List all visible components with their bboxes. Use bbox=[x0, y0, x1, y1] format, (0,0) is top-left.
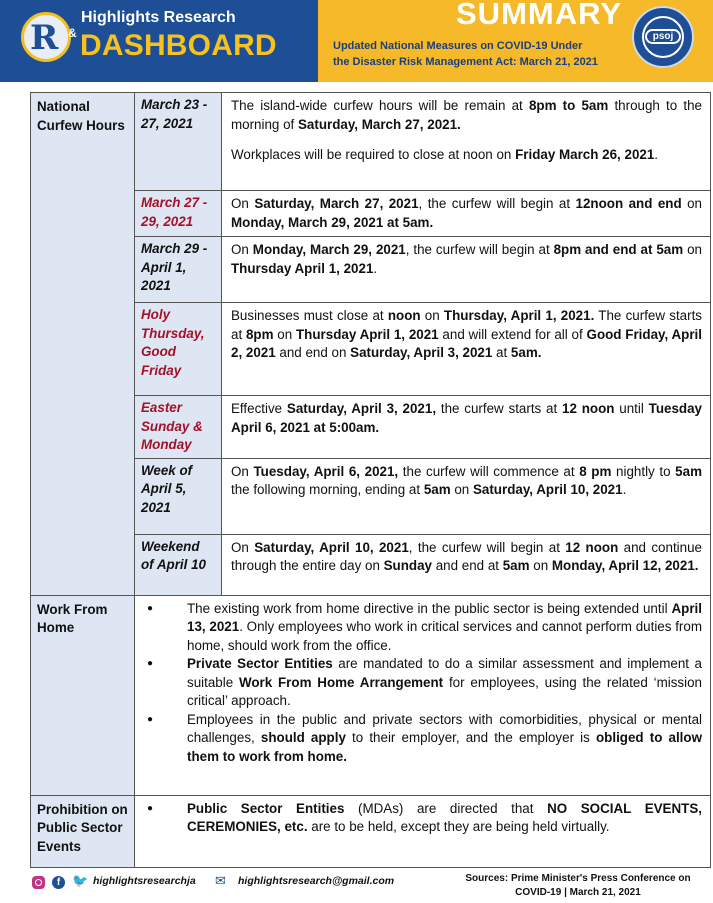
text-run: Workplaces will be required to close at noon on bbox=[231, 147, 516, 162]
text-run: the curfew will commence at bbox=[398, 463, 580, 479]
bold-text: Thursday April 1, 2021 bbox=[231, 260, 374, 276]
curfew-date: Week of April 5, 2021 bbox=[135, 458, 222, 534]
curfew-description bbox=[222, 93, 711, 191]
text-run: are mandated to do a similar assessment and implement a suitable bbox=[187, 656, 702, 690]
category-national-curfew: National Curfew Hours bbox=[31, 93, 135, 596]
bold-text: Good Friday, April 2, 2021 bbox=[231, 326, 702, 360]
curfew-paragraph bbox=[231, 146, 702, 165]
curfew-paragraph bbox=[231, 97, 702, 134]
ampersand: & bbox=[68, 26, 77, 40]
text-run: . bbox=[373, 260, 378, 276]
work-from-home-list bbox=[145, 600, 702, 767]
curfew-paragraph bbox=[231, 241, 702, 278]
text-run: on bbox=[529, 558, 552, 573]
prohibition-public-events-row bbox=[31, 795, 711, 867]
curfew-date: Weekend of April 10 bbox=[135, 534, 222, 595]
dashboard-header bbox=[0, 0, 713, 82]
bold-text: Tuesday April 6, 2021 at 5:00am. bbox=[231, 401, 702, 435]
text-run: The curfew starts at bbox=[231, 308, 702, 342]
bold-text: should apply bbox=[260, 730, 346, 745]
mail-icon: ✉ bbox=[215, 873, 226, 888]
text-run: On bbox=[231, 196, 255, 211]
bold-text: 8pm and end at 5am bbox=[553, 242, 684, 257]
text-run: and end on bbox=[275, 345, 351, 360]
text-run: to their employer, and the employer is bbox=[345, 730, 596, 745]
measures-sheet bbox=[10, 88, 703, 868]
bold-text: Saturday, April 3, 2021 bbox=[350, 345, 493, 360]
psoj-seal bbox=[632, 6, 694, 68]
bold-text: Saturday, March 27, 2021 bbox=[254, 196, 419, 211]
text-run: are to be held, except they are being held virtually. bbox=[307, 819, 610, 834]
bold-text: Sunday bbox=[383, 558, 432, 573]
bold-text: Saturday, April 10, 2021 bbox=[472, 482, 623, 497]
curfew-description bbox=[222, 396, 711, 459]
text-run: The island-wide curfew hours will be remain at bbox=[231, 98, 529, 113]
text-run: on bbox=[681, 196, 702, 211]
prohibition-public-events-content bbox=[135, 795, 711, 867]
bold-text: Monday, March 29, 2021 bbox=[252, 242, 406, 257]
bold-text: 5am bbox=[675, 463, 702, 479]
bold-text: Work From Home Arrangement bbox=[238, 674, 444, 690]
text-run: and continue through the entire day on bbox=[231, 539, 702, 573]
header-right-panel bbox=[318, 0, 713, 82]
text-run: on bbox=[273, 326, 296, 342]
text-run: Effective bbox=[231, 401, 287, 416]
bold-text: Monday, March 29, 2021 at 5am. bbox=[231, 214, 434, 230]
summary-title: SUMMARY bbox=[456, 0, 623, 31]
list-item bbox=[145, 600, 702, 656]
text-run: and end at bbox=[432, 558, 503, 573]
curfew-date: March 27 - 29, 2021 bbox=[135, 191, 222, 237]
text-run: at bbox=[492, 345, 511, 360]
curfew-description bbox=[222, 237, 711, 303]
text-run: The existing work from home directive in the public sector is being extended until bbox=[187, 600, 672, 616]
category-work-from-home: Work From Home bbox=[31, 595, 135, 795]
bold-text: 12noon and end bbox=[575, 196, 682, 211]
bold-text: NO SOCIAL EVENTS, CEREMONIES, etc. bbox=[187, 800, 702, 834]
curfew-date: March 23 - 27, 2021 bbox=[135, 93, 222, 191]
bold-text: 5am bbox=[423, 482, 451, 497]
header-left-panel bbox=[0, 0, 318, 82]
text-run: , the curfew will begin at bbox=[418, 196, 576, 211]
text-run: nightly to bbox=[611, 463, 676, 479]
text-run: through to the morning of bbox=[231, 98, 702, 132]
curfew-date: Easter Sunday & Monday bbox=[135, 396, 222, 459]
curfew-paragraph bbox=[231, 195, 702, 232]
social-handle[interactable]: highlightsresearchja bbox=[93, 875, 196, 887]
text-run: and will extend for all of bbox=[438, 326, 587, 342]
sources-line-1: Sources: Prime Minister's Press Conference on bbox=[465, 873, 691, 884]
curfew-paragraph bbox=[231, 463, 702, 500]
email-address[interactable]: highlightsresearch@gmail.com bbox=[238, 875, 395, 887]
bold-text: obliged to allow them to work from home. bbox=[187, 730, 702, 764]
text-run: (MDAs) are directed that bbox=[344, 800, 548, 816]
text-run: On bbox=[231, 242, 253, 257]
work-from-home-row bbox=[31, 595, 711, 795]
text-run: on bbox=[420, 308, 444, 323]
subtitle-line-2: the Disaster Risk Management Act: March 21, 2021 bbox=[333, 56, 598, 68]
text-run: . bbox=[622, 482, 627, 497]
instagram-icon[interactable] bbox=[32, 876, 45, 889]
text-run: until bbox=[614, 401, 649, 416]
facebook-icon[interactable]: f bbox=[52, 876, 65, 889]
text-run: On bbox=[231, 539, 255, 555]
subtitle-line-1: Updated National Measures on COVID-19 Under bbox=[333, 40, 583, 52]
brand-name: Highlights Research bbox=[81, 9, 236, 26]
bold-text: 8 pm bbox=[579, 463, 612, 479]
text-run: on bbox=[683, 242, 702, 257]
prohibition-public-events-list bbox=[145, 800, 702, 837]
bold-text: 5am. bbox=[510, 345, 542, 360]
text-run: . bbox=[654, 147, 659, 162]
twitter-icon[interactable]: 🐦 bbox=[72, 873, 89, 888]
curfew-paragraph bbox=[231, 539, 702, 576]
bold-text: Saturday, April 3, 2021, bbox=[286, 401, 437, 416]
curfew-paragraph bbox=[231, 400, 702, 437]
bold-text: 5am bbox=[502, 558, 530, 573]
curfew-description bbox=[222, 191, 711, 237]
curfew-row bbox=[31, 93, 711, 191]
dashboard-title: DASHBOARD bbox=[80, 29, 277, 62]
text-run: on bbox=[450, 482, 473, 497]
text-run: the curfew starts at bbox=[436, 401, 563, 416]
bold-text: Public Sector Entities bbox=[187, 800, 345, 816]
bold-text: Friday March 26, 2021 bbox=[515, 147, 655, 162]
bold-text: Private Sector Entities bbox=[187, 656, 333, 671]
text-run: On bbox=[231, 463, 254, 479]
curfew-description bbox=[222, 458, 711, 534]
highlights-research-logo: R bbox=[21, 12, 71, 62]
text-run: Employees in the public and private sectors with comorbidities, physical or mental challenges, bbox=[187, 711, 702, 745]
curfew-description bbox=[222, 303, 711, 396]
work-from-home-content bbox=[135, 595, 711, 795]
seal-text: psoj bbox=[645, 29, 681, 44]
sources-note bbox=[458, 872, 698, 900]
bold-text: Saturday, April 10, 2021 bbox=[254, 539, 409, 555]
bold-text: 12 noon bbox=[565, 539, 619, 555]
text-run: the following morning, ending at bbox=[231, 482, 424, 497]
curfew-date: Holy Thursday, Good Friday bbox=[135, 303, 222, 396]
bold-text: Thursday April 1, 2021 bbox=[296, 326, 439, 342]
text-run: , the curfew will begin at bbox=[408, 539, 566, 555]
text-run: , the curfew will begin at bbox=[405, 242, 554, 257]
bold-text: 8pm to 5am bbox=[528, 98, 609, 113]
bold-text: Tuesday, April 6, 2021, bbox=[253, 463, 399, 479]
bold-text: 8pm bbox=[245, 326, 274, 342]
bold-text: Monday, April 12, 2021. bbox=[551, 558, 699, 573]
list-item bbox=[145, 711, 702, 767]
text-run: Businesses must close at bbox=[231, 308, 388, 323]
curfew-date: March 29 - April 1, 2021 bbox=[135, 237, 222, 303]
list-item bbox=[145, 800, 702, 837]
footer bbox=[0, 868, 713, 903]
category-prohibition-public-events: Prohibition on Public Sector Events bbox=[31, 795, 135, 867]
bold-text: 12 noon bbox=[562, 401, 615, 416]
text-run: for employees, using the related ‘mission critical’ approach. bbox=[187, 674, 702, 708]
bold-text: noon bbox=[387, 308, 421, 323]
bold-text: Thursday, April 1, 2021. bbox=[443, 308, 595, 323]
list-item bbox=[145, 655, 702, 711]
text-run: . Only employees who work in critical services and cannot perform duties from home, should work from the office. bbox=[187, 619, 702, 653]
bold-text: Saturday, March 27, 2021. bbox=[298, 116, 461, 132]
sources-line-2: COVID-19 | March 21, 2021 bbox=[515, 887, 641, 898]
curfew-description bbox=[222, 534, 711, 595]
bold-text: April 13, 2021 bbox=[187, 600, 702, 634]
curfew-paragraph bbox=[231, 307, 702, 363]
summary-subtitle bbox=[333, 38, 598, 70]
measures-table bbox=[30, 92, 711, 868]
